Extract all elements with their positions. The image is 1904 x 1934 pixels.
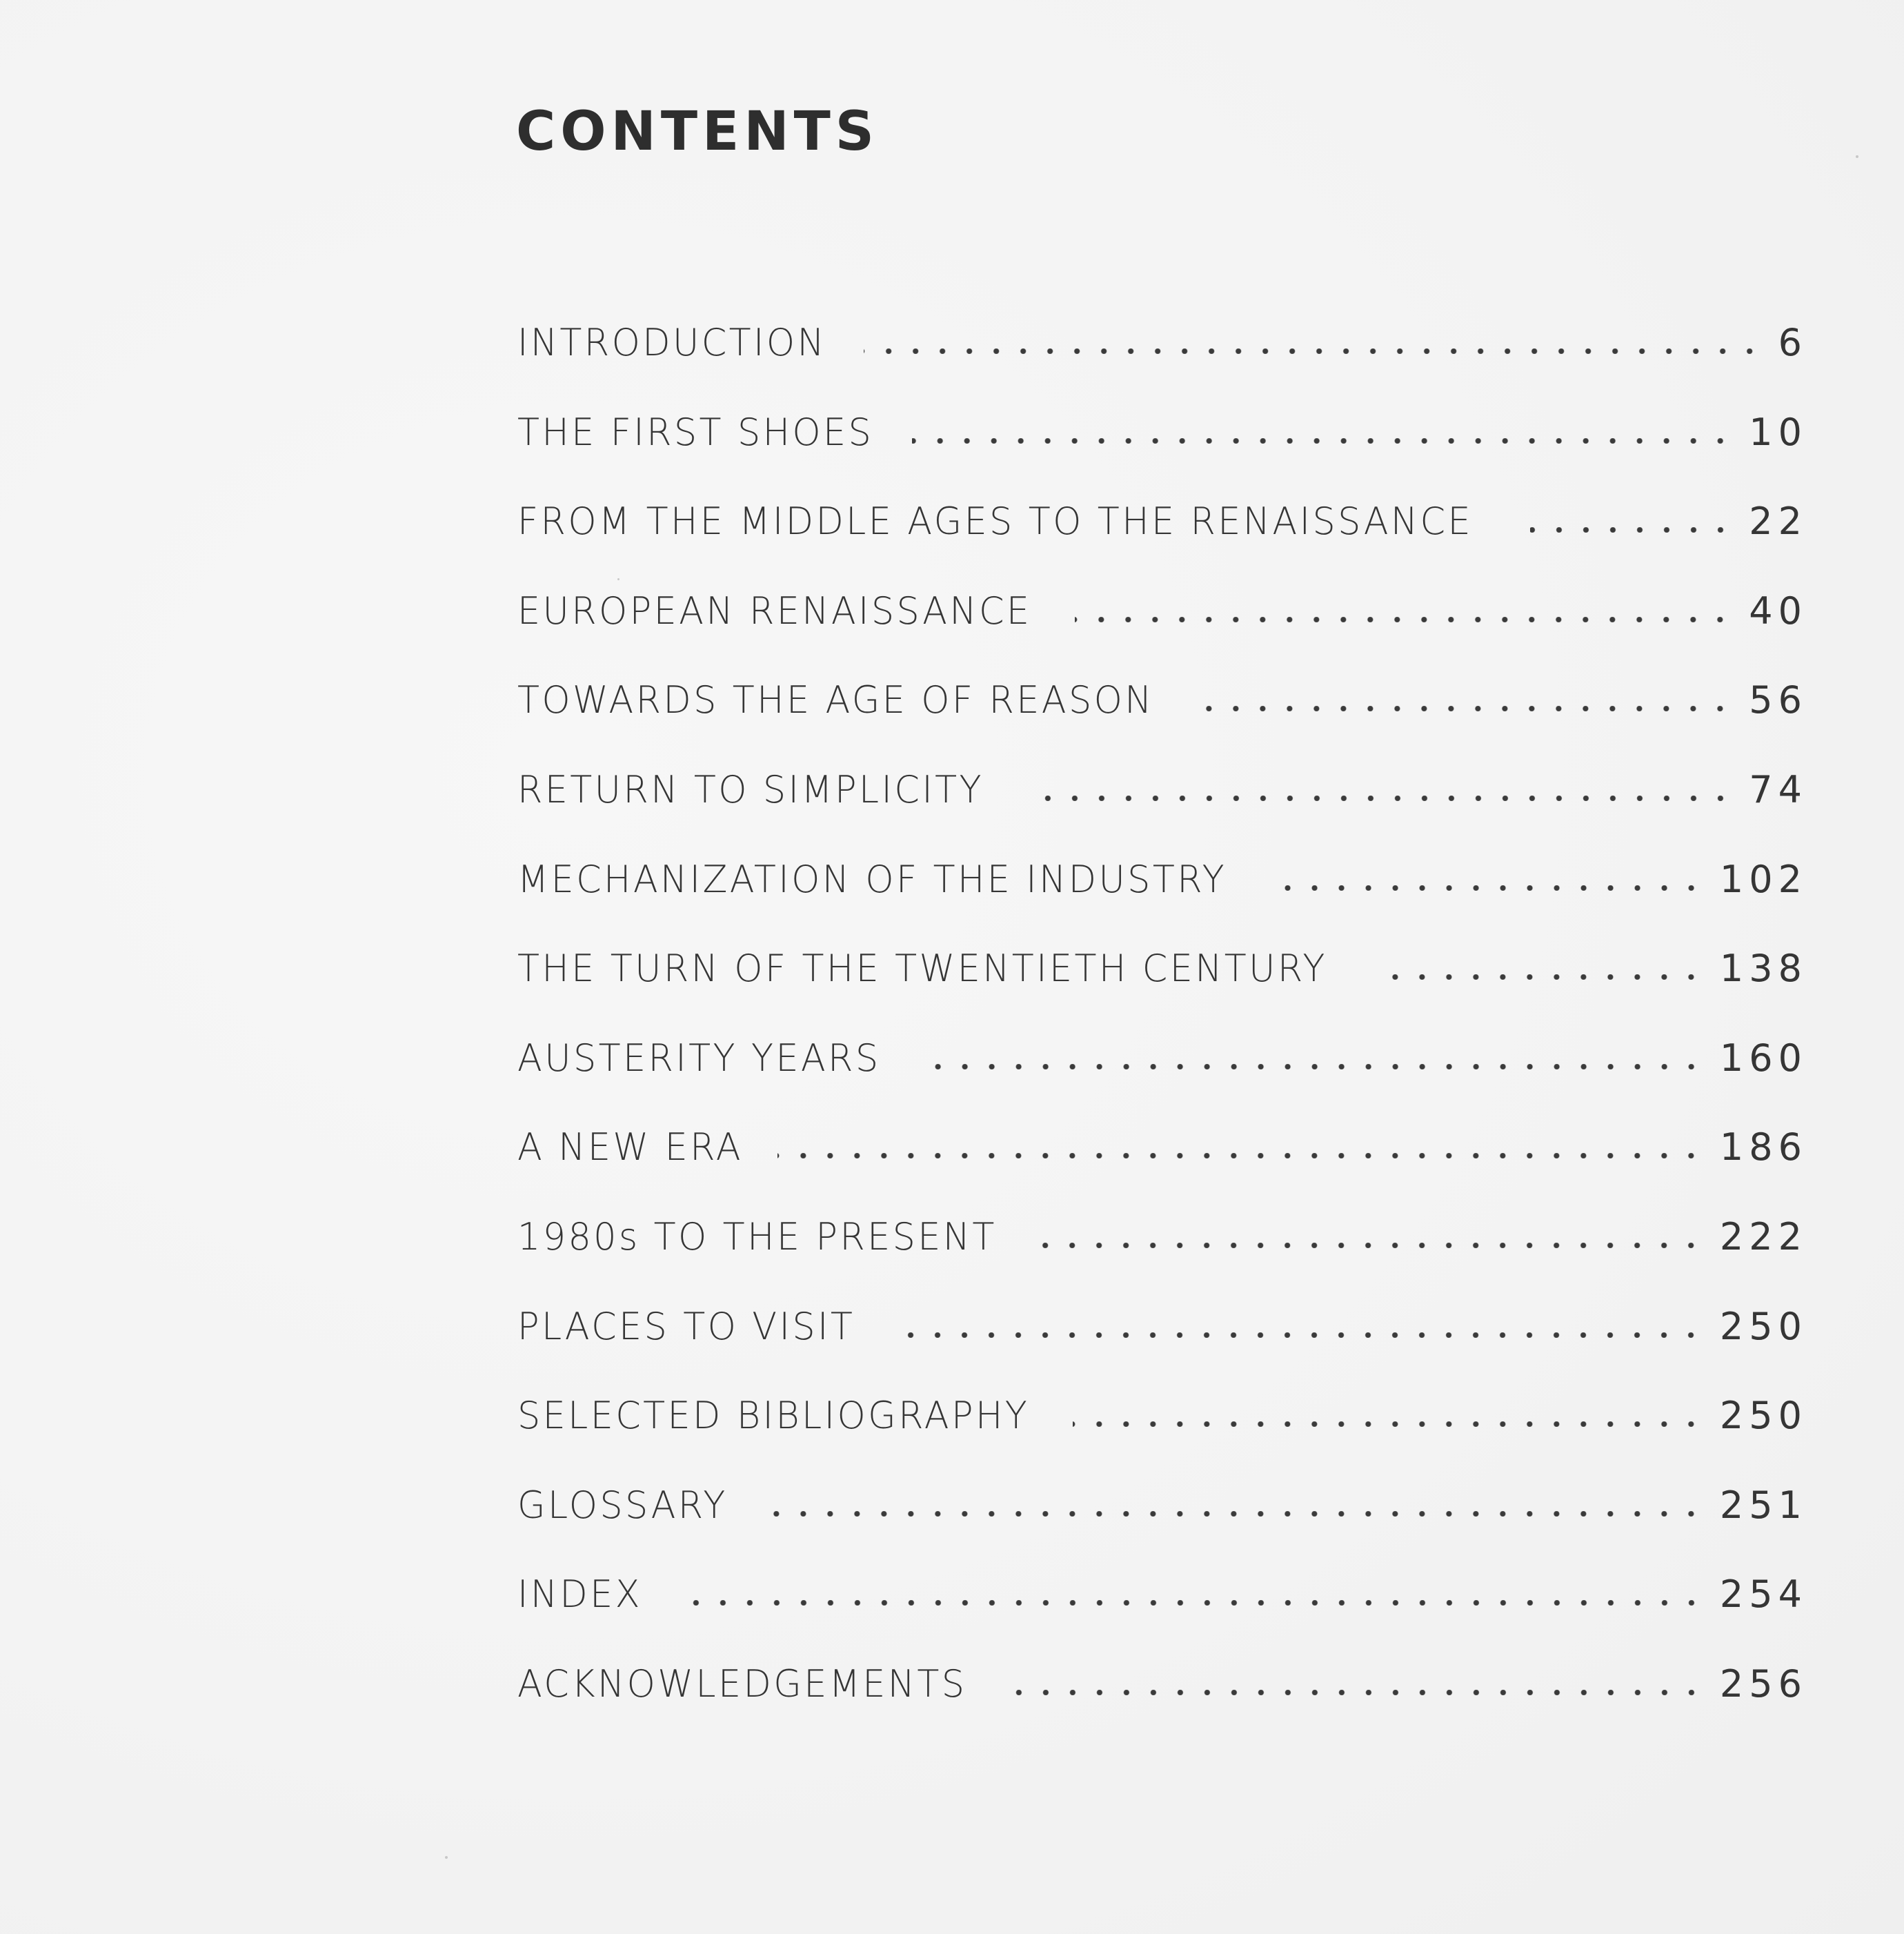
- toc-entry-introduction[interactable]: [517, 321, 1807, 414]
- toc-entry-page-number: 251: [1719, 1483, 1807, 1527]
- toc-entry-mechanization-of-the-industry[interactable]: [517, 857, 1807, 951]
- toc-entry-page-number: 222: [1719, 1214, 1807, 1259]
- toc-entry-label: INTRODUCTION: [517, 321, 827, 364]
- toc-entry-label: 1980s TO THE PRESENT: [517, 1214, 997, 1259]
- toc-entry-label: MECHANIZATION OF THE INDUSTRY: [517, 857, 1227, 901]
- dot-leader: [1039, 1243, 1705, 1248]
- toc-entry-page-number: 256: [1719, 1661, 1807, 1706]
- scan-speck: [1856, 155, 1858, 158]
- toc-entry-the-first-shoes[interactable]: [517, 410, 1807, 504]
- toc-entry-page-number: 22: [1749, 500, 1807, 544]
- toc-entry-1980s-to-the-present[interactable]: [517, 1214, 1807, 1308]
- toc-entry-label: EUROPEAN RENAISSANCE: [517, 589, 1032, 633]
- toc-entry-label: INDEX: [517, 1572, 642, 1617]
- toc-entry-page-number: 56: [1749, 678, 1807, 722]
- toc-entry-european-renaissance[interactable]: [517, 589, 1807, 682]
- toc-entry-label: THE TURN OF THE TWENTIETH CENTURY: [517, 947, 1327, 991]
- dot-leader: [1073, 1421, 1705, 1427]
- toc-entry-towards-the-age-of-reason[interactable]: [517, 678, 1807, 771]
- toc-entry-return-to-simplicity[interactable]: [517, 767, 1807, 861]
- toc-entry-austerity-years[interactable]: [517, 1036, 1807, 1129]
- dot-leader: [912, 438, 1734, 444]
- scan-speck: [445, 1856, 448, 1859]
- toc-entry-label: A NEW ERA: [517, 1125, 743, 1170]
- dot-leader: [1201, 706, 1734, 711]
- dot-leader: [920, 1064, 1705, 1069]
- toc-entry-page-number: 40: [1749, 589, 1807, 633]
- dot-leader: [674, 1600, 1705, 1606]
- toc-entry-label: PLACES TO VISIT: [517, 1304, 855, 1348]
- dot-leader: [1530, 527, 1734, 533]
- toc-entry-page-number: 250: [1719, 1394, 1807, 1438]
- toc-entry-a-new-era[interactable]: [517, 1125, 1807, 1218]
- toc-entry-page-number: 74: [1749, 767, 1807, 811]
- toc-entry-label: THE FIRST SHOES: [517, 410, 874, 454]
- dot-leader: [1380, 974, 1705, 980]
- toc-entry-label: GLOSSARY: [517, 1483, 728, 1527]
- dot-leader: [1075, 617, 1734, 622]
- toc-entry-label: SELECTED BIBLIOGRAPHY: [517, 1394, 1030, 1438]
- toc-entry-page-number: 10: [1749, 410, 1807, 454]
- toc-entry-selected-bibliography[interactable]: [517, 1394, 1807, 1487]
- toc-entry-places-to-visit[interactable]: [517, 1304, 1807, 1398]
- toc-entry-label: AUSTERITY YEARS: [517, 1036, 881, 1080]
- dot-leader: [762, 1511, 1705, 1517]
- dot-leader: [1276, 885, 1705, 891]
- toc-entry-turn-of-the-twentieth-century[interactable]: [517, 947, 1807, 1040]
- dot-leader: [1009, 1690, 1705, 1695]
- toc-entry-middle-ages-to-renaissance[interactable]: [517, 500, 1807, 593]
- dot-leader: [1026, 796, 1734, 801]
- page-title: CONTENTS: [516, 101, 879, 163]
- table-of-contents: [517, 321, 1807, 1755]
- toc-entry-glossary[interactable]: [517, 1483, 1807, 1577]
- toc-entry-label: FROM THE MIDDLE AGES TO THE RENAISSANCE: [517, 500, 1473, 544]
- dot-leader: [777, 1153, 1705, 1158]
- toc-entry-page-number: 160: [1719, 1036, 1807, 1080]
- toc-entry-label: TOWARDS THE AGE OF REASON: [517, 678, 1154, 722]
- toc-entry-page-number: 6: [1778, 321, 1807, 364]
- toc-entry-page-number: 250: [1719, 1304, 1807, 1348]
- dot-leader: [893, 1332, 1705, 1338]
- dot-leader: [864, 348, 1763, 354]
- toc-entry-page-number: 254: [1719, 1572, 1807, 1617]
- toc-entry-label: ACKNOWLEDGEMENTS: [517, 1661, 967, 1706]
- toc-entry-acknowledgements[interactable]: [517, 1661, 1807, 1755]
- toc-entry-page-number: 102: [1719, 857, 1807, 901]
- toc-entry-index[interactable]: [517, 1572, 1807, 1666]
- toc-entry-page-number: 186: [1719, 1125, 1807, 1170]
- toc-entry-page-number: 138: [1719, 947, 1807, 991]
- toc-entry-label: RETURN TO SIMPLICITY: [517, 767, 984, 811]
